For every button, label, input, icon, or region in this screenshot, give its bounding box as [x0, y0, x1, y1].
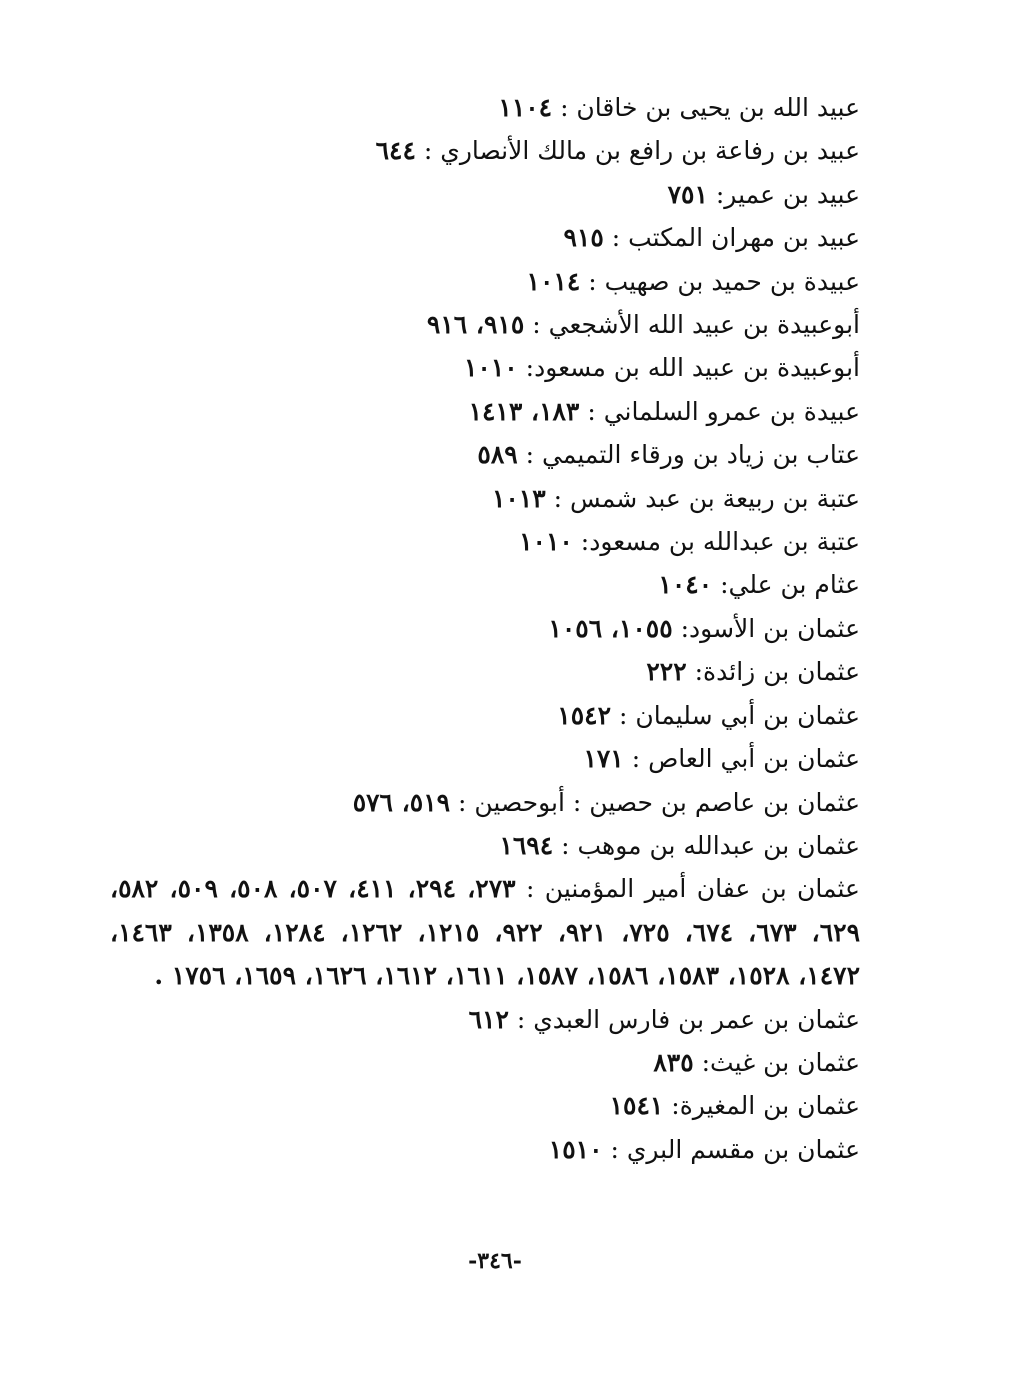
- entry-name: عتبة بن ربيعة بن عبد شمس :: [553, 483, 860, 513]
- entry-refs: ١٧١: [583, 744, 624, 774]
- index-entry: [110, 303, 860, 346]
- entry-name: عثمان بن زائدة:: [694, 657, 860, 687]
- entry-name: عثمان بن أبي سليمان :: [618, 700, 860, 730]
- entry-name: عثمان بن عبدالله بن موهب :: [561, 830, 860, 860]
- entry-name: عتاب بن زياد بن ورقاء التميمي :: [525, 440, 860, 470]
- entry-name: عثام بن علي:: [720, 570, 860, 600]
- index-entry: [110, 607, 860, 650]
- entry-name: عبيد الله بن يحيى بن خاقان :: [560, 93, 860, 122]
- index-entry: [110, 86, 860, 129]
- entry-refs: ١٥٤١: [609, 1091, 664, 1121]
- index-entry: [110, 650, 860, 693]
- entry-refs: ٦٤٤: [375, 136, 416, 166]
- index-entry: [110, 433, 860, 476]
- entry-name: عبيد بن رفاعة بن رافع بن مالك الأنصاري :: [423, 136, 860, 166]
- entry-name: عتبة بن عبدالله بن مسعود:: [580, 527, 860, 557]
- index-entry: [110, 1041, 860, 1084]
- entry-name: أبوعبيدة بن عبيد الله بن مسعود:: [525, 353, 860, 383]
- entry-refs: ١٠٤٠: [658, 570, 713, 600]
- entry-name: عثمان بن الأسود:: [680, 613, 860, 643]
- entry-refs: ١٠١٠: [519, 527, 573, 557]
- index-entry: [110, 260, 860, 303]
- entry-name: عبيدة بن حميد بن صهيب :: [588, 266, 860, 296]
- index-entry: [110, 737, 860, 780]
- entry-refs: ٩١٥، ٩١٦: [426, 310, 525, 340]
- entry-refs: ١٠١٣: [491, 483, 546, 513]
- index-entry: [110, 173, 860, 216]
- entry-refs: ٥١٩، ٥٧٦: [352, 787, 451, 817]
- entry-name: عثمان بن عمر بن فارس العبدي :: [516, 1004, 860, 1034]
- entry-name: عثمان بن مقسم البري :: [610, 1134, 860, 1164]
- index-entry: [110, 694, 860, 737]
- index-entry: [110, 390, 860, 433]
- entry-refs: ١٠١٠: [463, 353, 518, 383]
- entry-refs: ٥٨٩: [477, 440, 518, 470]
- entry-refs: ٢٧٣، ٢٩٤، ٤١١، ٥٠٧، ٥٠٨، ٥٠٩، ٥٨٢، ٦٢٩، ٦٧٣، ٦٧٤، ٧٢٥، ٩٢١، ٩٢٢، ١٢١٥، ١٢٦٢، ١٢٨٤، ١٣٥٨، ١٤٦٣، ١٤٧٢، ١٥٢٨، ١٥٨٣، ١٥٨٦، ١٥٨٧، ١٦١١، ١٦١٢، ١٦٢٦، ١٦٥٩، ١٧٥٦ .: [110, 874, 861, 991]
- entry-name: عثمان بن غيث:: [701, 1047, 860, 1077]
- entry-refs: ١٨٣، ١٤١٣: [468, 396, 580, 426]
- entry-name: أبوعبيدة بن عبيد الله الأشجعي :: [532, 310, 860, 340]
- entry-refs: ٦١٢: [468, 1004, 509, 1034]
- entry-name: عثمان بن عاصم بن حصين : أبوحصين :: [458, 787, 860, 817]
- index-entry: [110, 216, 860, 259]
- entry-refs: ١٥١٠: [548, 1134, 603, 1164]
- entry-refs: ١٦٩٤: [499, 830, 554, 860]
- index-entry: [110, 563, 860, 606]
- index-entry: [110, 346, 860, 389]
- index-entry: [110, 477, 860, 520]
- entry-name: عبيد بن عمير:: [715, 179, 860, 209]
- entry-name: عثمان بن عفان أمير المؤمنين :: [525, 874, 860, 904]
- index-entry: [110, 781, 860, 824]
- entry-refs: ٨٣٥: [653, 1047, 694, 1077]
- index-entry: [110, 1084, 860, 1127]
- entry-refs: ٧٥١: [667, 179, 708, 209]
- entry-refs: ٩١٥: [563, 223, 604, 253]
- entry-name: عثمان بن المغيرة:: [671, 1091, 860, 1121]
- entry-name: عبيدة بن عمرو السلماني :: [587, 396, 860, 426]
- entry-name: عثمان بن أبي العاص :: [631, 744, 860, 774]
- entry-name: عبيد بن مهران المكتب :: [611, 223, 860, 253]
- index-entry: [110, 520, 860, 563]
- entry-refs: ١٠١٤: [526, 266, 581, 296]
- entry-refs: ٢٢٢: [646, 657, 687, 687]
- index-entry: [110, 998, 860, 1041]
- index-entry: [110, 1128, 860, 1171]
- index-entry: [110, 867, 860, 997]
- entry-refs: ١٥٤٢: [557, 700, 612, 730]
- entry-refs: ١١٠٤: [498, 93, 553, 122]
- names-index: [110, 86, 860, 1171]
- entry-refs: ١٠٥٥، ١٠٥٦: [548, 613, 673, 643]
- index-entry: [110, 824, 860, 867]
- index-entry: [110, 129, 860, 172]
- page-number: -٣٤٦-: [468, 1248, 522, 1274]
